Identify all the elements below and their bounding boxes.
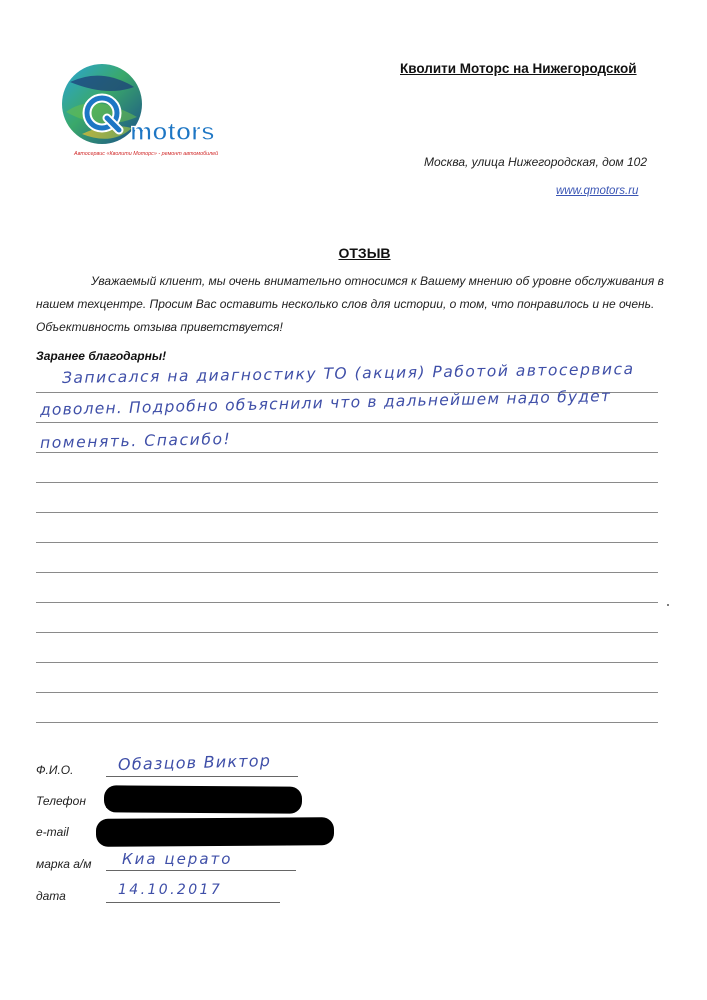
name-label: Ф.И.О.: [36, 763, 74, 777]
phone-label: Телефон: [36, 794, 86, 808]
review-rule: [36, 422, 658, 423]
review-rule: [36, 482, 658, 483]
name-value: Обазцов Виктор: [117, 750, 272, 775]
review-rule: [36, 542, 658, 543]
company-address: Москва, улица Нижегородская, дом 102: [424, 155, 648, 169]
review-line-2: доволен. Подробно объяснили что в дальнейшем надо будет: [39, 387, 612, 419]
review-rule: [36, 722, 658, 723]
review-rule: [36, 572, 658, 573]
email-redaction: [96, 817, 334, 847]
date-value: 14.10.2017: [118, 882, 223, 898]
review-line-3: поменять. Спасибо!: [39, 429, 232, 452]
date-label: дата: [36, 889, 66, 903]
review-rule: [36, 662, 658, 663]
review-rule: [36, 632, 658, 633]
qmotors-logo: [52, 62, 242, 172]
email-label: e-mail: [36, 825, 69, 839]
review-rule: [36, 452, 658, 453]
car-line: [106, 870, 296, 871]
logo-graphic: [52, 62, 242, 172]
website-link[interactable]: www.qmotors.ru: [556, 185, 639, 197]
logo-wordmark: motors: [130, 118, 215, 146]
date-line: [106, 902, 280, 903]
car-label: марка а/м: [36, 857, 92, 871]
phone-redaction: [104, 785, 302, 813]
logo-tagline: Автосервис «Кволити Моторс» - ремонт автомобилей: [74, 151, 219, 157]
page-title: ОТЗЫВ: [338, 245, 391, 261]
name-line: [106, 776, 298, 777]
review-rule: [36, 512, 658, 513]
review-rule: [36, 602, 658, 603]
paper-speck: [667, 604, 669, 606]
review-rule: [36, 692, 658, 693]
thanks-text: Заранее благодарны!: [36, 349, 167, 363]
review-line-1: Записался на диагностику ТО (акция) Работой автосервиса: [61, 360, 635, 387]
car-value: Киа церато: [122, 850, 233, 868]
intro-paragraph: Уважаемый клиент, мы очень внимательно относимся к Вашему мнению об уровне обслуживания в нашем техцентре. Просим Вас оставить несколько слов для истории, о том, что понравилось и не очень. Объективность отзыва приветствуется!: [36, 274, 664, 334]
company-name: Кволити Моторс на Нижегородской: [400, 61, 637, 76]
